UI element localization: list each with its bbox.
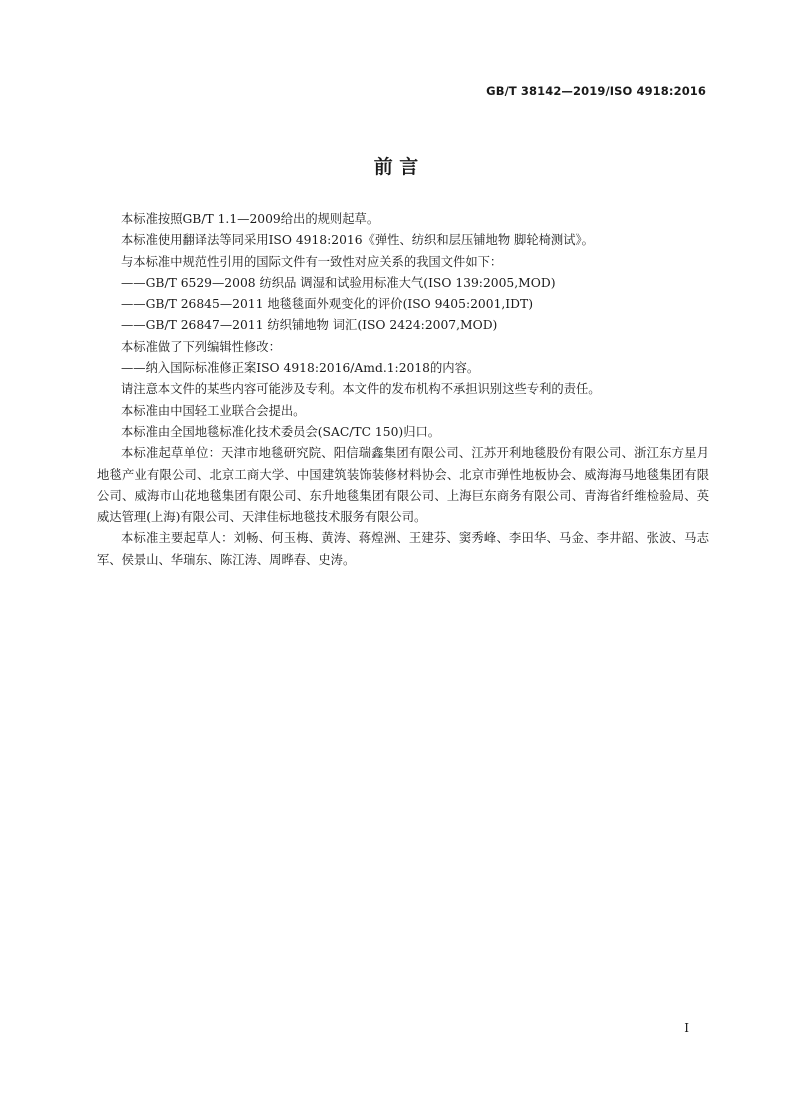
page-title: 前 言 xyxy=(373,156,419,178)
foreword-body xyxy=(97,209,709,571)
reference-item: ——GB/T 26847—2011 纺织铺地物 词汇(ISO 2424:2007,MOD) xyxy=(121,318,498,333)
paragraph-technical-committee: 本标准由全国地毯标准化技术委员会(SAC/TC 150)归口。 xyxy=(121,424,441,439)
paragraph-drafting-units: 本标准起草单位：天津市地毯研究院、阳信瑞鑫集团有限公司、江苏开利地毯股份有限公司、浙江东方星月地毯产业有限公司、北京工商大学、中国建筑装饰装修材料协会、北京市弹性地板协会、威海海马地毯集团有限公司、威海市山花地毯集团有限公司、东升地毯集团有限公司、上海巨东商务有限公司、青海省纤维检验局、英威达管理(上海)有限公司、天津佳标地毯技术服务有限公司。 xyxy=(97,446,709,525)
editorial-item: ——纳入国际标准修正案ISO 4918:2016/Amd.1:2018的内容。 xyxy=(121,361,480,376)
reference-item: ——GB/T 26845—2011 地毯毯面外观变化的评价(ISO 9405:2001,IDT) xyxy=(121,297,534,312)
reference-item: ——GB/T 6529—2008 纺织品 调湿和试验用标准大气(ISO 139:2005,MOD) xyxy=(121,275,556,290)
standard-number-header: GB/T 38142—2019/ISO 4918:2016 xyxy=(486,84,706,98)
paragraph-patent-notice: 请注意本文件的某些内容可能涉及专利。本文件的发布机构不承担识别这些专利的责任。 xyxy=(121,382,601,397)
paragraph-proposer: 本标准由中国轻工业联合会提出。 xyxy=(121,403,306,418)
paragraph-editorial-intro: 本标准做了下列编辑性修改： xyxy=(121,339,281,354)
paragraph-drafting-rules: 本标准按照GB/T 1.1—2009给出的规则起草。 xyxy=(121,212,380,226)
page-number: I xyxy=(684,1021,689,1035)
paragraph-reference-intro: 与本标准中规范性引用的国际文件有一致性对应关系的我国文件如下： xyxy=(121,254,503,269)
paragraph-drafters: 本标准主要起草人：刘畅、何玉梅、黄涛、蒋煌洲、王建芬、窦秀峰、李田华、马金、李井韶、张波、马志军、侯景山、华瑞东、陈江涛、周晔春、史涛。 xyxy=(97,531,709,567)
paragraph-adoption: 本标准使用翻译法等同采用ISO 4918:2016《弹性、纺织和层压铺地物 脚轮椅测试》。 xyxy=(121,233,594,248)
